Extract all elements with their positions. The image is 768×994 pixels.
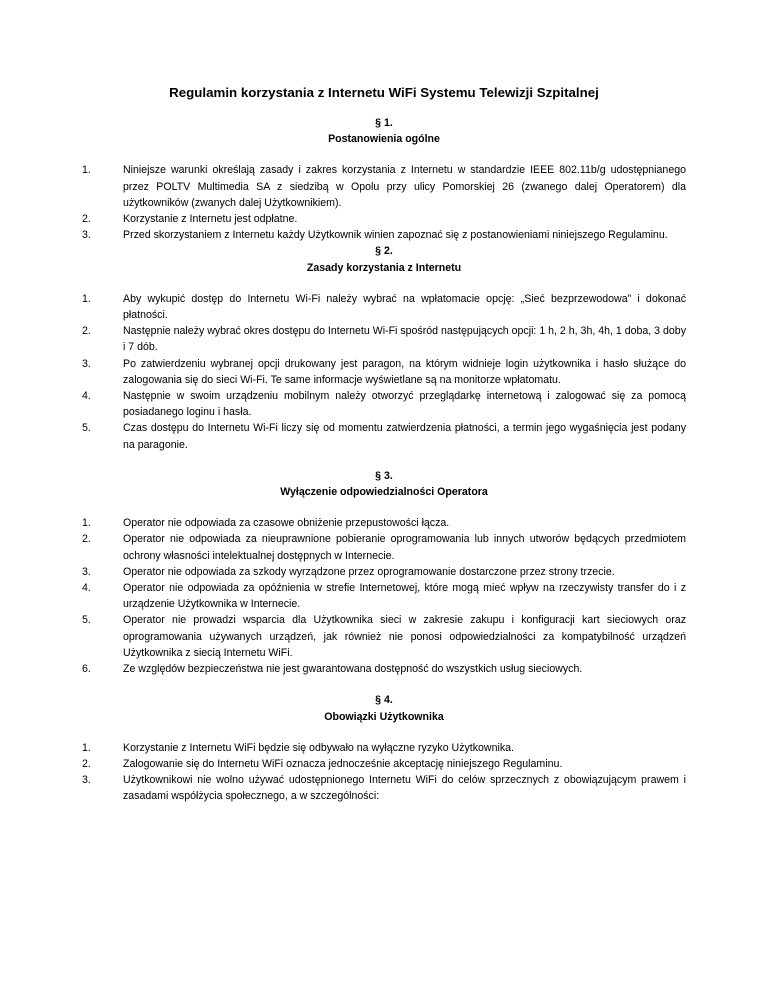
item-number: 3. [82,357,91,370]
item-number: 3. [82,774,91,787]
list-item [82,756,686,772]
list-item [82,661,686,677]
section-title: Postanowienia ogólne [328,133,440,146]
section-number: § 3. [375,469,393,482]
section-list [82,740,686,805]
section-list [82,291,686,453]
list-item [82,740,686,756]
item-text: Niniejsze warunki określają zasady i zakres korzystania z Internetu w standardzie IEEE 802.11b/g udostępnianego przez POLTV Multimedia SA z siedzibą w Opolu przy ulicy Pomorskiej 26 (zwanego dalej Operatorem) dla użytkowników (zwanych dalej Użytkownikiem). [123,164,686,209]
list-item [82,564,686,580]
section-3 [82,468,686,677]
section-number: § 1. [375,117,393,129]
section-number: § 4. [375,694,393,707]
item-number: 2. [82,213,91,226]
item-text: Następnie w swoim urządzeniu mobilnym należy otworzyć przeglądarkę internetową i zalogować się za pomocą posiadanego loginu i hasła. [123,390,686,419]
list-item [82,356,686,388]
item-number: 4. [82,582,91,595]
list-item [82,580,686,612]
item-number: 3. [82,229,91,242]
item-text: Operator nie odpowiada za czasowe obniżenie przepustowości łącza. [123,517,450,530]
list-item [82,772,686,804]
list-item [82,162,686,211]
item-number: 4. [82,390,91,403]
item-text: Czas dostępu do Internetu Wi-Fi liczy się od momentu zatwierdzenia płatności, a termin jego wygaśnięcia jest podany na paragonie. [123,422,686,451]
item-number: 1. [82,741,91,754]
item-number: 2. [82,533,91,546]
section-title: Obowiązki Użytkownika [324,710,444,723]
item-text: Zalogowanie się do Internetu WiFi oznacza jednocześnie akceptację niniejszego Regulaminu. [123,757,563,770]
list-item [82,515,686,531]
section-number: § 2. [375,245,393,258]
item-number: 2. [82,757,91,770]
section-title: Zasady korzystania z Internetu [306,261,462,274]
item-text: Ze względów bezpieczeństwa nie jest gwarantowana dostępność do wszystkich usług sieciowych. [123,663,583,676]
item-text: Aby wykupić dostęp do Internetu Wi-Fi należy wybrać na wpłatomacie opcję: „Sieć bezprzewodowa” i dokonać płatności. [123,292,686,322]
section-1 [82,115,686,243]
item-text: Użytkownikowi nie wolno używać udostępnionego Internetu WiFi do celów sprzecznych z obowiązującym prawem i zasadami współżycia społecznego, a w szczególności: [123,774,686,803]
section-title: Wyłączenie odpowiedzialności Operatora [280,486,488,499]
section-list [82,515,686,677]
list-item [82,211,686,227]
list-item [82,420,686,452]
item-text: Korzystanie z Internetu WiFi będzie się odbywało na wyłączne ryzyko Użytkownika. [123,741,514,754]
item-text: Operator nie odpowiada za szkody wyrządzone przez oprogramowanie dostarczone przez strony trzecie. [123,565,615,578]
list-item [82,323,686,355]
item-number: 5. [82,422,91,435]
item-number: 2. [82,325,91,338]
item-text: Przed skorzystaniem z Internetu każdy Użytkownik winien zapoznać się z postanowieniami niniejszego Regulaminu. [123,229,668,242]
item-text: Operator nie prowadzi wsparcia dla Użytkownika sieci w zakresie zakupu i konfiguracji kart sieciowych oraz oprogramowania używanych urządzeń, jak również nie ponosi odpowiedzialności za kompatybilność urządzeń Użytkownika z siecią Internetu WiFi. [123,614,686,659]
item-text: Korzystanie z Internetu jest odpłatne. [123,213,298,226]
item-number: 3. [82,565,91,578]
section-list [82,162,686,243]
list-item [82,612,686,661]
list-item [82,227,686,243]
item-number: 1. [82,292,91,305]
item-text: Następnie należy wybrać okres dostępu do Internetu Wi-Fi spośród następujących opcji: 1 h, 2 h, 3h, 4h, 1 doba, 3 doby i 7 dób. [123,325,686,354]
item-number: 6. [82,663,91,676]
item-number: 1. [82,517,91,530]
section-2 [82,243,686,452]
section-4 [82,692,686,804]
document-title: Regulamin korzystania z Internetu WiFi Systemu Telewizji Szpitalnej [169,85,599,100]
list-item [82,531,686,563]
list-item [82,388,686,420]
item-text: Po zatwierdzeniu wybranej opcji drukowany jest paragon, na którym widnieje login użytkownika i hasło służące do zalogowania się do sieci Wi-Fi. Te same informacje wyświetlane są na monitorze wpłatomatu. [123,357,686,386]
item-number: 1. [82,164,91,177]
item-number: 5. [82,614,91,627]
list-item [82,291,686,323]
item-text: Operator nie odpowiada za opóźnienia w strefie Internetowej, które mogą mieć wpływ na rzeczywisty transfer do i z urządzenie Użytkownika w Internecie. [123,582,686,611]
item-text: Operator nie odpowiada za nieuprawnione pobieranie oprogramowania lub innych utworów będących przedmiotem ochrony własności intelektualnej dostępnych w Internecie. [123,533,686,562]
